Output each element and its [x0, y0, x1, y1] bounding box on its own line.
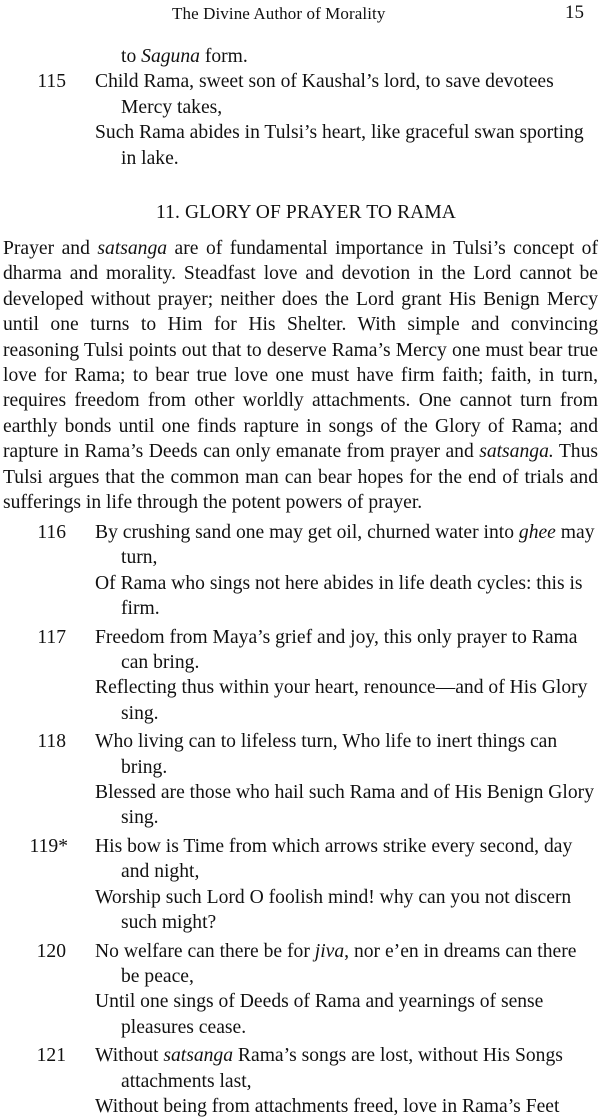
verse-116: [0, 520, 600, 622]
verse-line-continuation: firm.: [121, 598, 160, 620]
verse-line: Such Rama abides in Tulsi’s heart, like graceful swan sporting: [95, 122, 584, 144]
verse-line-continuation: Mercy takes,: [121, 96, 223, 118]
verse-number: 115: [37, 71, 66, 93]
verse-119: [0, 834, 600, 936]
verse-117: [0, 625, 600, 727]
verse-line-continuation: bring.: [121, 756, 168, 778]
page-header: [0, 0, 600, 28]
verse-line-continuation: and night,: [121, 861, 200, 883]
verse-line-continuation: sing.: [121, 702, 159, 724]
running-title: The Divine Author of Morality: [172, 4, 386, 23]
verse-line: Child Rama, sweet son of Kaushal’s lord, to save devotees: [95, 71, 554, 93]
verse-block-top: [0, 44, 600, 171]
verse-line-continuation: be peace,: [121, 965, 194, 987]
verse-number: 116: [37, 522, 66, 543]
verse-line: Without satsanga Rama’s songs are lost, without His Songs: [95, 1045, 563, 1067]
verse-number: 121: [36, 1045, 66, 1067]
verse-number: 119*: [29, 835, 68, 857]
verse-line: Until one sings of Deeds of Rama and yearnings of sense: [95, 991, 544, 1013]
verse-line-continuation: attachments last,: [121, 1070, 252, 1092]
verse-line-continuation: turn,: [121, 547, 158, 569]
page-number: 15: [565, 2, 584, 23]
verse-line: Without being from attachments freed, love in Rama’s Feet: [95, 1095, 560, 1117]
verse-line: Freedom from Maya’s grief and joy, this only prayer to Rama: [95, 626, 578, 648]
verse-line: His bow is Time from which arrows strike every second, day: [95, 835, 573, 857]
verse-120: [0, 939, 600, 1041]
verse-number: 117: [37, 626, 66, 648]
verse-number: 118: [37, 731, 66, 753]
verse-line-continuation: in lake.: [121, 147, 179, 169]
verse-121: [0, 1043, 600, 1119]
verse-list: [0, 520, 600, 1119]
verse-line-continuation: can bring.: [121, 652, 200, 674]
verse-line-continuation: such might?: [121, 912, 217, 934]
verse-line-continuation: sing.: [121, 807, 159, 829]
verse-118: [0, 729, 600, 831]
verse-line: Of Rama who sings not here abides in life death cycles: this is: [95, 572, 583, 594]
verse-line: Reflecting thus within your heart, renounce—and of His Glory: [95, 677, 588, 699]
verse-line: Blessed are those who hail such Rama and of His Benign Glory: [95, 782, 594, 804]
verse-line: No welfare can there be for jiva, nor e’en in dreams can there: [95, 940, 577, 962]
verse-carryover-line: to Saguna form.: [121, 46, 248, 67]
verse-line: Who living can to lifeless turn, Who life to inert things can: [95, 731, 558, 753]
body-paragraph: Prayer and satsanga are of fundamental importance in Tulsi’s concept of dharma and morality. Steadfast love and devotion in the Lord cannot be developed without prayer; neither does the Lord grant His Benign Mercy until one turns to Him for His Shelter. With simple and convincing reasoning Tulsi points out that to deserve Rama’s Mercy one must bear true love for Rama; to bear true love one must have firm faith; faith, in turn, requires freedom from other worldly attachments. One cannot turn from earthly bonds until one finds rapture in songs of the Glory of Rama; and rapture in Rama’s Deeds can only emanate from prayer and satsanga. Thus Tulsi argues that the common man can bear hopes for the end of trials and sufferings in life through the potent powers of prayer.: [3, 238, 599, 514]
verse-line: Worship such Lord O foolish mind! why can you not discern: [95, 886, 572, 908]
verse-line-continuation: pleasures cease.: [121, 1016, 247, 1038]
verse-number: 120: [36, 940, 66, 962]
verse-line: By crushing sand one may get oil, churned water into ghee may: [95, 522, 595, 543]
verse-115: [0, 69, 600, 171]
section-heading: 11. GLORY OF PRAYER TO RAMA: [156, 202, 456, 223]
